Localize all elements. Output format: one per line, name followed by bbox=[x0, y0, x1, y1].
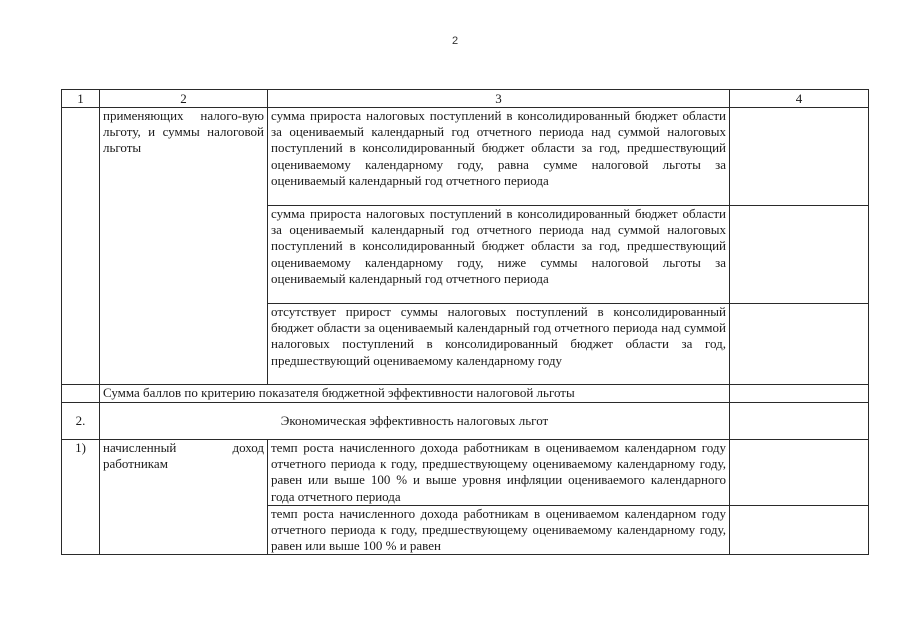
indicator-cell: применяющих налого-вую льготу, и суммы налоговой льготы bbox=[100, 108, 268, 385]
section-number: 2. bbox=[62, 403, 100, 440]
header-col-2: 2 bbox=[100, 90, 268, 108]
page-number: 2 bbox=[451, 35, 459, 47]
score-cell bbox=[730, 505, 869, 555]
row-number-cell bbox=[62, 108, 100, 385]
score-cell bbox=[730, 304, 869, 385]
total-label: Сумма баллов по критерию показателя бюджетной эффективности налоговой льготы bbox=[100, 385, 730, 403]
section-row bbox=[62, 403, 869, 440]
condition-cell: темп роста начисленного дохода работникам в оцениваемом календарном году отчетного периода к году, предшествующему оцениваемому календарному году, равен или выше 100 % и выше уровня инфляции оцениваемого календарного года отчетного периода bbox=[268, 440, 730, 506]
score-cell bbox=[730, 403, 869, 440]
condition-cell: сумма прироста налоговых поступлений в консолидированный бюджет области за оцениваемый календарный год отчетного периода над суммой налоговых поступлений в консолидированный бюджет области за год, предшествующий оцениваемому календарному году, ниже суммы налоговой льготы за оцениваемый календарный год отчетного периода bbox=[268, 206, 730, 304]
item-number: 1) bbox=[62, 440, 100, 555]
table-row bbox=[62, 108, 869, 206]
condition-cell: сумма прироста налоговых поступлений в консолидированный бюджет области за оцениваемый календарный год отчетного периода над суммой налоговых поступлений в консолидированный бюджет области за год, предшествующий оцениваемому календарному году, равна сумме налоговой льготы за оцениваемый календарный год отчетного периода bbox=[268, 108, 730, 206]
header-col-4: 4 bbox=[730, 90, 869, 108]
section-title: Экономическая эффективность налоговых льгот bbox=[100, 403, 730, 440]
row-number-cell bbox=[62, 385, 100, 403]
indicator-cell: начисленный доход работникам bbox=[100, 440, 268, 555]
condition-cell: темп роста начисленного дохода работникам в оцениваемом календарном году отчетного периода к году, предшествующему оцениваемому календарному году, равен или выше 100 % и равен bbox=[268, 505, 730, 555]
header-col-1: 1 bbox=[62, 90, 100, 108]
criteria-table bbox=[61, 89, 869, 555]
header-col-3: 3 bbox=[268, 90, 730, 108]
table-header-row bbox=[62, 90, 869, 108]
score-cell bbox=[730, 385, 869, 403]
score-cell bbox=[730, 206, 869, 304]
total-row bbox=[62, 385, 869, 403]
table-row bbox=[62, 440, 869, 506]
condition-cell: отсутствует прирост суммы налоговых поступлений в консолидированный бюджет области за оцениваемый календарный год отчетного периода над суммой налоговых поступлений в консолидированный бюджет области за год, предшествующий оцениваемому календарному году bbox=[268, 304, 730, 385]
score-cell bbox=[730, 440, 869, 506]
score-cell bbox=[730, 108, 869, 206]
